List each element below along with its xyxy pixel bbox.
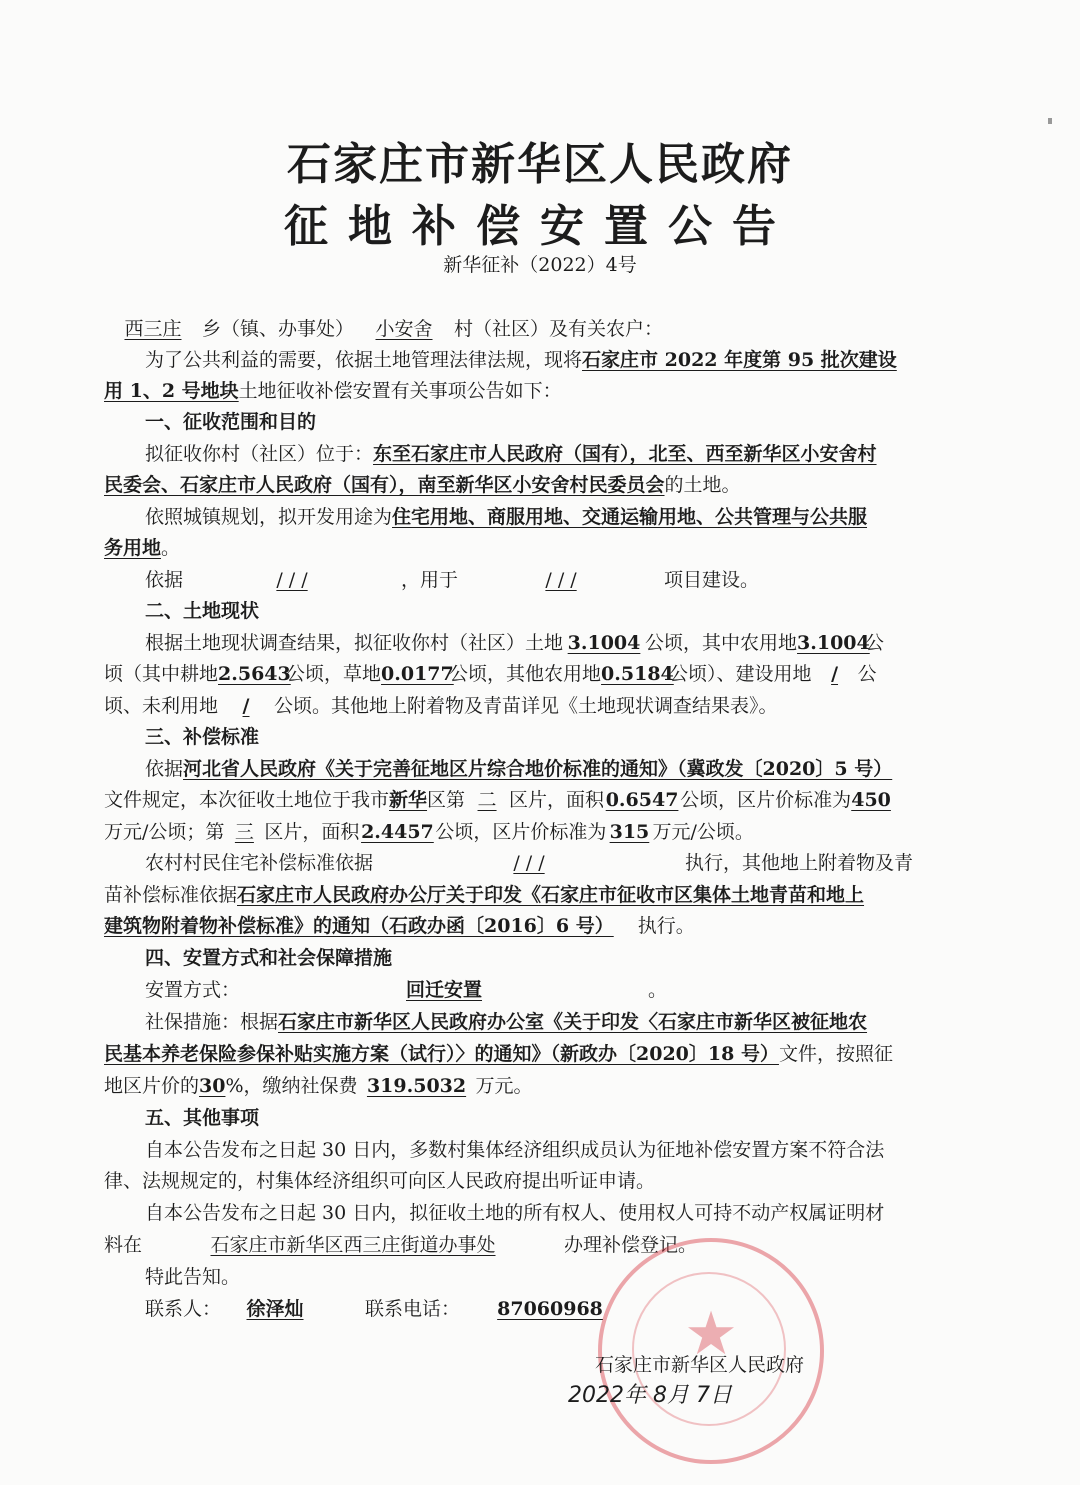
crops-line-1: [104, 882, 964, 908]
project-name-b: 用 1、2 号地块: [104, 380, 239, 402]
total-area: 3.1004: [567, 632, 641, 654]
method-line: [145, 977, 965, 1003]
method-value: 回迁安置: [406, 979, 483, 1001]
scope-value-b: 民委会、石家庄市人民政府（国有），南至新华区小安舍村民委员会: [104, 474, 665, 496]
use-line-1: [145, 504, 965, 530]
method-suffix: 。: [648, 979, 668, 1001]
land-line-2: [104, 661, 964, 687]
phone-value: 87060968: [497, 1298, 603, 1320]
intro-line-1: [145, 347, 965, 373]
land2-end: 公: [857, 663, 877, 685]
contact-label: 联系人：: [145, 1298, 222, 1320]
scope-value-a: 东至石家庄市人民政府（国有），北至、西至新华区小安舍村: [373, 443, 877, 465]
social-mid: 文件，按照征: [778, 1043, 893, 1065]
zone-b: 三: [234, 821, 254, 843]
crops-document-b: 建筑物附着物补偿标准》的通知（石政办函〔2016〕6 号）: [104, 915, 614, 937]
social-prefix: 社保措施：根据: [145, 1011, 279, 1033]
land-end: 公: [865, 632, 885, 654]
use-value-a: 住宅用地、商服用地、交通运输用地、公共管理与公共服: [392, 506, 868, 528]
rate-mid: %，缴纳社保费: [225, 1075, 358, 1097]
standard3-mid2: 公顷，区片价标准为: [435, 821, 607, 843]
housing-value: / / /: [513, 852, 545, 874]
social-line-2: [104, 1041, 964, 1067]
social-document-a: 石家庄市新华区人民政府办公室《关于印发〈石家庄市新华区被征地农: [278, 1011, 868, 1033]
section3-heading: 三、补偿标准: [145, 726, 260, 748]
intro-line-2: [104, 378, 964, 404]
standard-line-3: [104, 819, 964, 845]
land-mid: 公顷，其中农用地: [645, 632, 798, 654]
grassland-area: 0.0177: [381, 663, 454, 685]
construction-area: /: [831, 663, 839, 685]
use-line-2: [104, 535, 964, 561]
zone-a: 二: [477, 789, 497, 811]
land3-prefix: 顷、未利用地: [104, 695, 219, 717]
signature-date: 2022年 8月 7日: [568, 1383, 732, 1408]
land-prefix: 根据土地现状调查结果，拟征收你村（社区）土地: [145, 632, 564, 654]
rate-suffix: 万元。: [475, 1075, 533, 1097]
standard-prefix: 依据: [145, 758, 184, 780]
rate-prefix: 地区片价的: [104, 1075, 200, 1097]
land2-mid1: 公顷，草地: [286, 663, 382, 685]
fee-value: 319.5032: [366, 1075, 467, 1097]
district-value: 新华: [389, 789, 428, 811]
area-b: 2.4457: [361, 821, 434, 843]
standard3-suffix: 万元/公顷。: [652, 821, 754, 843]
intro-prefix: 为了公共利益的需要，依据土地管理法律法规，现将: [145, 349, 583, 371]
use-prefix: 依照城镇规划，拟开发用途为: [145, 506, 393, 528]
intro-suffix: 土地征收补偿安置有关事项公告如下：: [238, 380, 562, 402]
page-title: 石家庄市新华区人民政府: [287, 139, 793, 190]
project-name-a: 石家庄市 2022 年度第 95 批次建设: [582, 349, 897, 371]
standard2-mid1: 区第: [427, 789, 466, 811]
housing-prefix: 农村村民住宅补偿标准依据: [145, 852, 374, 874]
price-a: 450: [851, 789, 891, 811]
standard2-prefix: 文件规定，本次征收土地位于我市: [104, 789, 390, 811]
farm-area: 3.1004: [797, 632, 870, 654]
scope-prefix: 拟征收你村（社区）位于：: [145, 443, 374, 465]
village-value: 小安舍: [375, 318, 433, 340]
social-line-3: [104, 1073, 964, 1099]
office-value: 石家庄市新华区西三庄街道办事处: [210, 1234, 496, 1256]
area-a: 0.6547: [605, 789, 679, 811]
document-number: 新华征补（2022）4号: [443, 254, 637, 276]
scan-mark: [1048, 118, 1052, 124]
basis-line: [145, 567, 965, 593]
land-line-1: [145, 630, 965, 656]
standard3-prefix: 万元/公顷；第: [104, 821, 225, 843]
cultivated-area: 2.5643: [218, 663, 291, 685]
price-b: 315: [609, 821, 650, 843]
land3-suffix: 公顷。其他地上附着物及青苗详见《土地现状调查结果表》。: [274, 695, 778, 717]
notice-title: 征地补偿安置公告: [284, 201, 796, 252]
crops-prefix: 苗补偿标准依据: [104, 884, 238, 906]
crops-document-a: 石家庄市人民政府办公厅关于印发《石家庄市征收市区集体土地青苗和地上: [237, 884, 865, 906]
section2-heading: 二、土地现状: [145, 600, 260, 622]
housing-suffix: 执行，其他地上附着物及青: [685, 852, 914, 874]
village-suffix: 村（社区）及有关农户：: [454, 318, 664, 340]
township-value: 西三庄: [124, 318, 182, 340]
register-line-2: [104, 1232, 964, 1258]
addressee-line: [104, 316, 964, 342]
register-suffix: 办理补偿登记。: [564, 1234, 698, 1256]
section4-heading: 四、安置方式和社会保障措施: [145, 947, 393, 969]
standard-line-1: [145, 756, 965, 782]
unused-area: /: [242, 695, 250, 717]
purpose-value: / / /: [545, 569, 577, 591]
hearing-line-1: 自本公告发布之日起 30 日内，多数村集体经济组织成员认为征地补偿安置方案不符合法: [145, 1139, 885, 1161]
signature-organization: 石家庄市新华区人民政府: [595, 1354, 805, 1376]
scope-suffix: 的土地。: [664, 474, 741, 496]
land-line-3: [104, 693, 964, 719]
township-suffix: 乡（镇、办事处）: [202, 318, 355, 340]
section5-heading: 五、其他事项: [145, 1107, 260, 1129]
scope-line-2: [104, 472, 964, 498]
seal-star-icon: ★: [684, 1299, 738, 1369]
crops-suffix: 执行。: [637, 915, 695, 937]
register-prefix: 料在: [104, 1234, 143, 1256]
basis-value: / / /: [276, 569, 308, 591]
contact-line: [145, 1296, 965, 1322]
crops-line-2: [104, 913, 964, 939]
social-document-b: 民基本养老保险参保补贴实施方案（试行）〉的通知》（新政办〔2020〕18 号）: [104, 1043, 779, 1065]
section1-heading: 一、征收范围和目的: [145, 411, 317, 433]
scope-line-1: [145, 441, 965, 467]
standard2-mid2: 区片，面积: [509, 789, 605, 811]
land2-prefix: 顷（其中耕地: [104, 663, 219, 685]
phone-label: 联系电话：: [365, 1298, 461, 1320]
land2-mid2: 公顷，其他农用地: [449, 663, 602, 685]
contact-name: 徐泽灿: [246, 1298, 304, 1320]
land2-mid3: 公顷）、建设用地: [669, 663, 812, 685]
closing-line: 特此告知。: [145, 1266, 241, 1288]
basis-mid: ，用于: [401, 569, 459, 591]
standard-line-2: [104, 787, 964, 813]
basis-suffix: 项目建设。: [664, 569, 760, 591]
method-label: 安置方式：: [145, 979, 241, 1001]
housing-line: [145, 850, 965, 876]
standard3-mid1: 区片，面积: [264, 821, 360, 843]
standard-document: 河北省人民政府《关于完善征地区片综合地价标准的通知》（冀政发〔2020〕5 号）: [183, 758, 893, 780]
rate-value: 30: [199, 1075, 226, 1097]
social-line-1: [145, 1009, 965, 1035]
basis-prefix: 依据: [145, 569, 184, 591]
hearing-line-2: 律、法规规定的，村集体经济组织可向区人民政府提出听证申请。: [104, 1170, 656, 1192]
register-line-1: 自本公告发布之日起 30 日内，拟征收土地的所有权人、使用权人可持不动产权属证明材: [145, 1202, 885, 1224]
standard2-mid3: 公顷，区片价标准为: [680, 789, 852, 811]
other-farm-area: 0.5184: [601, 663, 674, 685]
use-suffix: 。: [161, 537, 181, 559]
use-value-b: 务用地: [104, 537, 162, 559]
